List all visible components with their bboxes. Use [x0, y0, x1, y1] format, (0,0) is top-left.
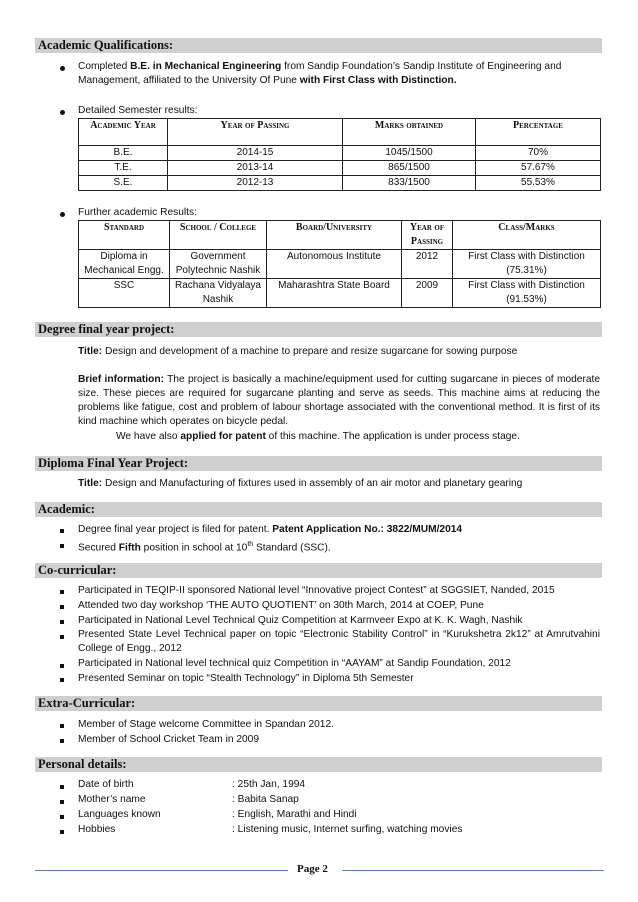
table-header: School / College	[170, 221, 267, 250]
further-results-label: Further academic Results:	[78, 207, 197, 218]
table-cell: First Class with Distinction (75.31%)	[453, 250, 601, 279]
table-row	[79, 176, 601, 191]
semester-results-table	[78, 118, 601, 191]
semester-results-label: Detailed Semester results:	[78, 105, 198, 116]
table-header: Class/Marks	[453, 221, 601, 250]
table-row	[79, 250, 601, 279]
section-heading-cocurricular: Co-curricular:	[35, 563, 602, 578]
table-cell: Autonomous Institute	[267, 250, 402, 279]
personal-value: : English, Marathi and Hindi	[232, 809, 357, 820]
table-cell: 57.67%	[476, 161, 601, 176]
diploma-project-title: Title: Design and Manufacturing of fixtures used in assembly of an air motor and planetary gearing	[78, 478, 523, 489]
section-heading-academic-qualifications: Academic Qualifications:	[35, 38, 602, 53]
table-header: Year of Passing	[402, 221, 453, 250]
personal-label: Date of birth	[78, 779, 134, 790]
degree-project-brief: Brief information: The project is basically a machine/equipment used for cutting sugarcane in pieces of moderate size. These pieces are required for sugarcane planting and serve as seeds. This machine aims at reducing the problems like fatigue, cost and problem of labour shortage associated with the conventional method. It is first of its kind machine which operates on bicycle pedal.	[78, 374, 600, 427]
table-cell: SSC	[79, 279, 170, 308]
table-cell: First Class with Distinction (91.53%)	[453, 279, 601, 308]
further-results-table	[78, 220, 601, 308]
degree-project-title: Title: Design and development of a machine to prepare and resize sugarcane for sowing purpose	[78, 346, 518, 357]
footer-rule-left	[35, 870, 288, 871]
degree-project-patent: We have also applied for patent of this machine. The application is under process stage.	[116, 431, 520, 442]
table-row	[79, 161, 601, 176]
section-heading-academic: Academic:	[35, 502, 602, 517]
section-heading-extracurricular: Extra-Curricular:	[35, 696, 602, 711]
table-header: Percentage	[476, 119, 601, 146]
academic-item-patent: Degree final year project is filed for patent. Patent Application No.: 3822/MUM/2014	[78, 524, 463, 535]
table-cell: 833/1500	[343, 176, 476, 191]
table-cell: 865/1500	[343, 161, 476, 176]
table-header: Academic Year	[79, 119, 168, 146]
list-item: Presented Seminar on topic “Stealth Technology” in Diploma 5th Semester	[78, 673, 414, 684]
table-header: Board/University	[267, 221, 402, 250]
section-heading-diploma-project: Diploma Final Year Project:	[35, 456, 602, 471]
table-header: Year of Passing	[168, 119, 343, 146]
personal-value: : Listening music, Internet surfing, watching movies	[232, 824, 463, 835]
table-cell: 55.53%	[476, 176, 601, 191]
table-cell: 70%	[476, 146, 601, 161]
table-cell: 2013-14	[168, 161, 343, 176]
table-cell: T.E.	[79, 161, 168, 176]
table-cell: Rachana Vidyalaya Nashik	[170, 279, 267, 308]
table-cell: 2014-15	[168, 146, 343, 161]
table-cell: 1045/1500	[343, 146, 476, 161]
personal-label: Languages known	[78, 809, 161, 820]
table-row	[79, 279, 601, 308]
completed-degree-text: Completed B.E. in Mechanical Engineering from Sandip Foundation’s Sandip Institute of Engineering and Management, affiliated to the University Of Pune with First Class with Distinction.	[78, 61, 562, 86]
academic-item-ssc: Secured Fifth position in school at 10th Standard (SSC).	[78, 541, 331, 554]
list-item: Participated in TEQIP-II sponsored National level “Innovative project Contest” at SGGSIET, Nanded, 2015	[78, 585, 555, 596]
personal-label: Hobbies	[78, 824, 116, 835]
section-heading-degree-project: Degree final year project:	[35, 322, 602, 337]
table-header: Marks obtained	[343, 119, 476, 146]
personal-value: : 25th Jan, 1994	[232, 779, 306, 790]
table-cell: 2012-13	[168, 176, 343, 191]
table-cell: Maharashtra State Board	[267, 279, 402, 308]
list-item: Participated in National level technical quiz Competition in “AAYAM” at Sandip Foundation, 2012	[78, 658, 511, 669]
list-item: Member of Stage welcome Committee in Spandan 2012.	[78, 719, 334, 730]
page-number: Page 2	[297, 863, 328, 875]
table-row	[79, 146, 601, 161]
table-cell: B.E.	[79, 146, 168, 161]
table-cell: S.E.	[79, 176, 168, 191]
personal-value: : Babita Sanap	[232, 794, 299, 805]
list-item: Presented State Level Technical paper on topic “Electronic Stability Control” in “Kurukshetra 2k12” at Amrutvahini College of Engg., 2012	[78, 629, 600, 654]
footer-rule-right	[342, 870, 604, 871]
section-heading-personal: Personal details:	[35, 757, 602, 772]
table-cell: Government Polytechnic Nashik	[170, 250, 267, 279]
table-cell: 2012	[402, 250, 453, 279]
table-cell: 2009	[402, 279, 453, 308]
personal-label: Mother’s name	[78, 794, 146, 805]
table-cell: Diploma in Mechanical Engg.	[79, 250, 170, 279]
table-header: Standard	[79, 221, 170, 250]
list-item: Attended two day workshop ‘THE AUTO QUOTIENT’ on 30th March, 2014 at COEP, Pune	[78, 600, 484, 611]
list-item: Participated in National Level Technical Quiz Competition at Karmveer Expo at K. K. Wagh, Nashik	[78, 615, 523, 626]
list-item: Member of School Cricket Team in 2009	[78, 734, 260, 745]
